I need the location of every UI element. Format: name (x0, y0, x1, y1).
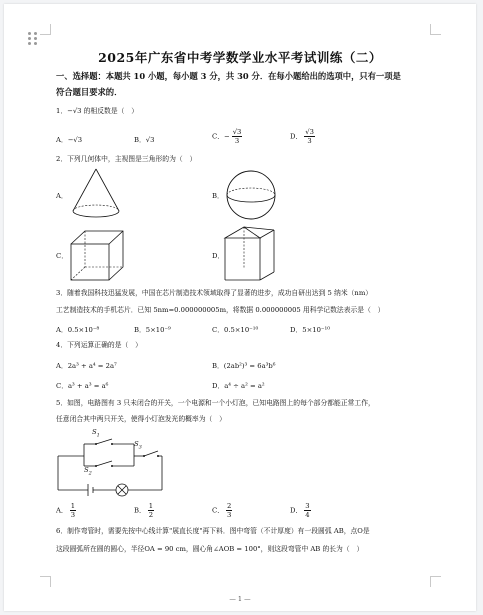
q3-stem: 3．随着我国科技迅猛发展，中国在芯片制造技术领域取得了显著的进步，成功自研出达到 5 纳米（nm） (56, 289, 373, 297)
q1-option-a: A．−√3 (56, 136, 83, 144)
q1-option-b: B．√3 (134, 136, 155, 144)
q5-stem-cont: 任意闭合其中两只开关，使得小灯泡发光的概率为（ ） (56, 415, 226, 423)
q3-option-c: C．0.5×10⁻¹⁰ (212, 326, 259, 334)
q1-option-c: C．− $\frac{√3}{3}$ (212, 128, 242, 145)
q2-option-a: A． (56, 192, 68, 200)
cone-figure (68, 167, 124, 223)
q4-option-c: C．a³ + a³ = a⁶ (56, 382, 109, 390)
switch-s2-label: $S_2$ (84, 466, 92, 477)
q6-stem: 6．制作弯管时，需要先按中心线计算"展直长度"再下料．图中弯管（不计厚度）有一段圆弧 AB，点O是 (56, 527, 370, 535)
q2-option-b: B． (212, 192, 224, 200)
switch-s3-label: $S_3$ (134, 440, 142, 451)
q5-option-c: C． $\frac{2}{3}$ (212, 502, 232, 519)
q3-option-a: A．0.5×10⁻⁸ (56, 326, 100, 334)
margin-mark (430, 24, 441, 35)
q3-option-b: B．5×10⁻⁹ (134, 326, 171, 334)
q3-stem-cont: 工艺制造技术的手机芯片．已知 5nm=0.000000005m，将数据 0.000000005 用科学记数法表示是（ ） (56, 306, 385, 314)
drag-handle-icon[interactable] (28, 32, 40, 46)
q4-stem: 4．下列运算正确的是（ ） (56, 341, 142, 349)
page-number: — 1 — (229, 595, 251, 603)
q4-option-b: B．(2ab²)³ = 6a³b⁶ (212, 362, 276, 370)
q4-option-a: A．2a³ + a⁴ = 2a⁷ (56, 362, 117, 370)
sphere-figure (224, 168, 278, 222)
cube-figure (68, 228, 126, 282)
document-title: 2025年广东省中考学数学业水平考试训练（二） (98, 50, 382, 65)
document-page (4, 4, 476, 611)
q4-option-d: D．a⁴ ÷ a² = a² (212, 382, 265, 390)
q2-stem: 2．下列几何体中，主视图是三角形的为（ ） (56, 155, 197, 163)
margin-mark (40, 576, 51, 587)
section-heading-cont: 符合题目要求的． (56, 87, 123, 97)
q1-option-d: D． $\frac{√3}{3}$ (290, 128, 314, 145)
margin-mark (430, 576, 441, 587)
q5-option-b: B． $\frac{1}{2}$ (134, 502, 154, 519)
switch-s1-label: $S_1$ (92, 428, 100, 439)
q5-option-a: A． $\frac{1}{3}$ (56, 502, 76, 519)
q5-stem: 5．如图，电路图有 3 只未闭合的开关，一个电源和一个小灯泡，已知电路图上的每个部分都能正常工作， (56, 399, 375, 407)
q5-option-d: D． $\frac{3}{4}$ (290, 502, 310, 519)
q3-option-d: D．5×10⁻¹⁰ (290, 326, 330, 334)
section-heading: 一、选择题：本题共 10 小题，每小题 3 分，共 30 分．在每小题给出的选项中，只有一项是 (56, 71, 401, 81)
q1-stem: 1．−√3 的相反数是（ ） (56, 107, 139, 115)
q2-option-c: C． (56, 252, 68, 260)
margin-mark (40, 24, 51, 35)
triangular-prism-figure (222, 224, 278, 284)
circuit-diagram (54, 430, 166, 502)
q6-stem-cont: 这段圆弧所在圆的圆心，半径OA = 90 cm，圆心角∠AOB = 100°，则这段弯管中 AB 的长为（ ） (56, 545, 364, 553)
q2-option-d: D． (212, 252, 225, 260)
